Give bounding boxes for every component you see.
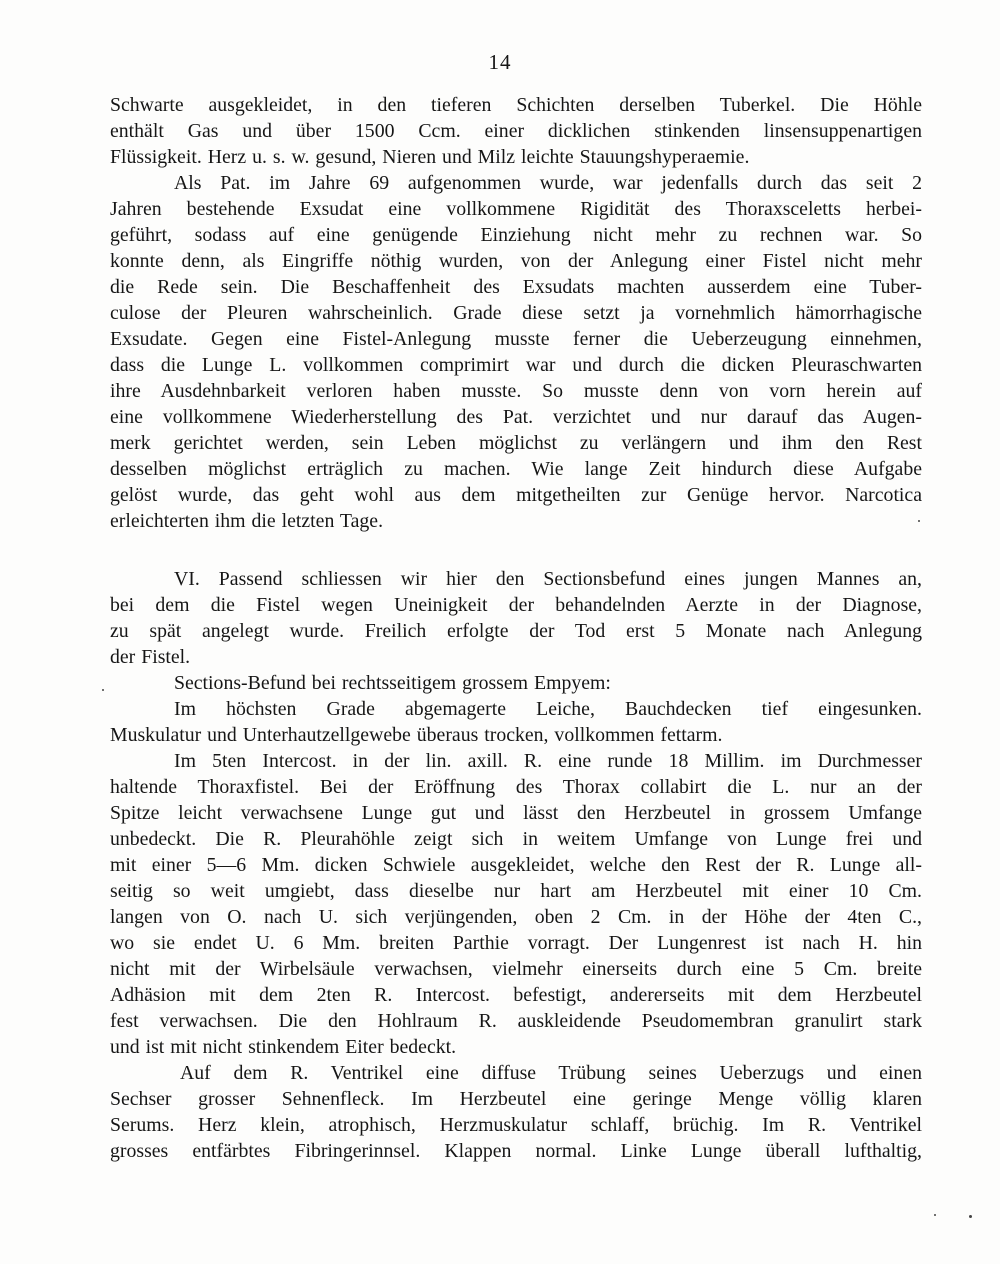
text-line: nicht mit der Wirbelsäule verwachsen, vielmehr einerseits durch eine 5 Cm. breite: [110, 958, 922, 980]
text-line: Auf dem R. Ventrikel eine diffuse Trübung seines Ueberzugs und einen: [180, 1062, 922, 1084]
text-line: Als Pat. im Jahre 69 aufgenommen wurde, war jedenfalls durch das seit 2: [174, 172, 922, 194]
text-line: Schwarte ausgekleidet, in den tieferen Schichten derselben Tuberkel. Die Höhle: [110, 94, 922, 116]
text-line: VI. Passend schliessen wir hier den Sectionsbefund eines jungen Mannes an,: [174, 568, 922, 590]
text-line: zu spät angelegt wurde. Freilich erfolgte der Tod erst 5 Monate nach Anlegung: [110, 620, 922, 642]
text-line: eine vollkommene Wiederherstellung des Pat. verzichtet und nur darauf das Augen-: [110, 406, 922, 428]
text-line: erleichterten ihm die letzten Tage.: [110, 510, 384, 532]
text-line: konnte denn, als Eingriffe nöthig wurden, von der Anlegung einer Fistel nicht mehr: [110, 250, 922, 272]
text-line: langen von O. nach U. sich verjüngenden, oben 2 Cm. in der Höhe der 4ten C.,: [110, 906, 922, 928]
text-line: Flüssigkeit. Herz u. s. w. gesund, Nieren und Milz leichte Stauungshyperaemie.: [110, 146, 750, 168]
text-line: der Fistel.: [110, 646, 191, 668]
text-line: grosses entfärbtes Fibringerinnsel. Klappen normal. Linke Lunge überall lufthaltig,: [110, 1140, 922, 1162]
text-line: bei dem die Fistel wegen Uneinigkeit der behandelnden Aerzte in der Diagnose,: [110, 594, 922, 616]
text-line: haltende Thoraxfistel. Bei der Eröffnung des Thorax collabirt die L. nur an der: [110, 776, 922, 798]
text-line: wo sie endet U. 6 Mm. breiten Parthie vorragt. Der Lungenrest ist nach H. hin: [110, 932, 922, 954]
page-number: 14: [488, 50, 512, 74]
text-line: gelöst wurde, das geht wohl aus dem mitgetheilten zur Genüge hervor. Narcotica: [110, 484, 922, 506]
text-line: unbedeckt. Die R. Pleurahöhle zeigt sich in weitem Umfange von Lunge frei und: [110, 828, 922, 850]
section-heading: Sections-Befund bei rechtsseitigem grossem Empyem:: [174, 672, 611, 694]
text-line: desselben möglichst erträglich zu machen. Wie lange Zeit hindurch diese Aufgabe: [110, 458, 922, 480]
text-line: Spitze leicht verwachsene Lunge gut und lässt den Herzbeutel in grossem Umfange: [110, 802, 922, 824]
text-line: Im höchsten Grade abgemagerte Leiche, Bauchdecken tief eingesunken.: [174, 698, 922, 720]
scan-speck: [102, 689, 104, 691]
text-line: ihre Ausdehnbarkeit verloren haben musste. So musste denn von vorn herein auf: [110, 380, 922, 402]
text-line: Serums. Herz klein, atrophisch, Herzmuskulatur schlaff, brüchig. Im R. Ventrikel: [110, 1114, 922, 1136]
text-line: Sechser grosser Sehnenfleck. Im Herzbeutel eine geringe Menge völlig klaren: [110, 1088, 922, 1110]
text-block-continuation: [110, 92, 922, 534]
text-line: dass die Lunge L. vollkommen comprimirt war und durch die dicken Pleuraschwarten: [110, 354, 922, 376]
text-line: und ist mit nicht stinkendem Eiter bedeckt.: [110, 1036, 457, 1058]
text-line: culose der Pleuren wahrscheinlich. Grade diese setzt ja vornehmlich hämorrhagische: [110, 302, 922, 324]
text-block-section-vi: [110, 566, 922, 1164]
text-line: fest verwachsen. Die den Hohlraum R. auskleidende Pseudomembran granulirt stark: [110, 1010, 922, 1032]
scan-speck: [918, 520, 920, 522]
text-line: geführt, sodass auf eine genügende Einziehung nicht mehr zu rechnen war. So: [110, 224, 922, 246]
text-line: Muskulatur und Unterhautzellgewebe überaus trocken, vollkommen fettarm.: [110, 724, 723, 746]
scan-speck: [934, 1214, 936, 1216]
text-line: mit einer 5—6 Mm. dicken Schwiele ausgekleidet, welche den Rest der R. Lunge all-: [110, 854, 922, 876]
text-line: Im 5ten Intercost. in der lin. axill. R. eine runde 18 Millim. im Durchmesser: [174, 750, 922, 772]
text-line: enthält Gas und über 1500 Ccm. einer dicklichen stinkenden linsensuppenartigen: [110, 120, 922, 142]
text-line: seitig so weit umgiebt, dass dieselbe nur hart am Herzbeutel mit einer 10 Cm.: [110, 880, 922, 902]
scan-speck: [969, 1215, 972, 1218]
text-line: merk gerichtet werden, sein Leben möglichst zu verlängern und ihm den Rest: [110, 432, 922, 454]
text-line: die Rede sein. Die Beschaffenheit des Exsudats machten ausserdem eine Tuber-: [110, 276, 922, 298]
text-line: Adhäsion mit dem 2ten R. Intercost. befestigt, andererseits mit dem Herzbeutel: [110, 984, 922, 1006]
text-line: Exsudate. Gegen eine Fistel-Anlegung musste ferner die Ueberzeugung einnehmen,: [110, 328, 922, 350]
text-line: Jahren bestehende Exsudat eine vollkommene Rigidität des Thoraxsceletts herbei-: [110, 198, 922, 220]
